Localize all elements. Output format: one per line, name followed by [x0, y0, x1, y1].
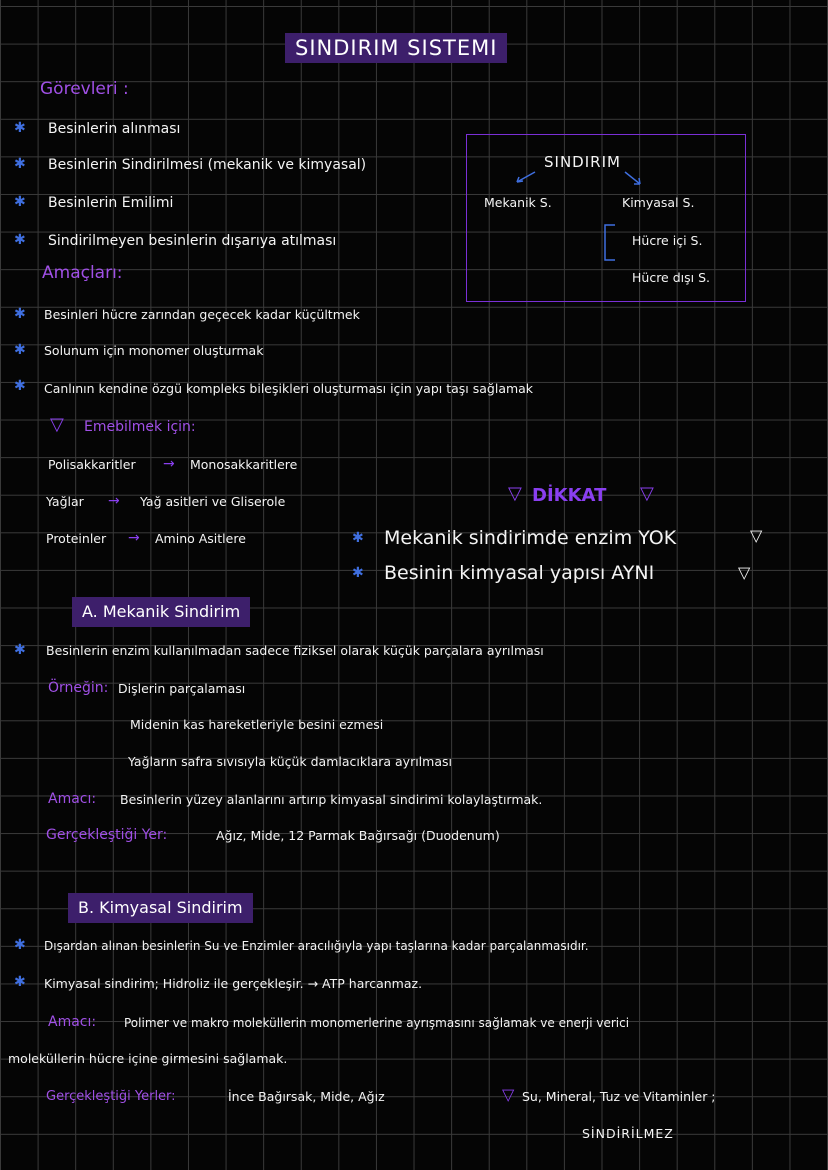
amac-item: Canlının kendine özgü kompleks bileşikleri oluşturması için yapı taşı sağlamak: [44, 381, 534, 396]
mekanik-amac: Besinlerin yüzey alanlarını artırıp kimyasal sindirimi kolaylaştırmak.: [120, 792, 543, 807]
warning-icon: ▽: [50, 414, 64, 435]
diagram-hucre-disi: Hücre dışı S.: [632, 270, 710, 285]
warning-icon: ▽: [738, 563, 751, 582]
bullet-star-icon: ✱: [352, 530, 364, 546]
kimyasal-note2: SİNDİRİLMEZ: [582, 1126, 674, 1141]
kimyasal-yer: İnce Bağırsak, Mide, Ağız: [228, 1089, 385, 1104]
bullet-star-icon: ✱: [14, 642, 26, 658]
emilim-from: Polisakkaritler: [48, 457, 136, 472]
arrow-right-icon: →: [163, 456, 175, 472]
kimyasal-def2: Kimyasal sindirim; Hidroliz ile gerçekleşir. → ATP harcanmaz.: [44, 976, 423, 991]
amac-item: Solunum için monomer oluşturmak: [44, 343, 264, 358]
kimyasal-note1: Su, Mineral, Tuz ve Vitaminler ;: [522, 1089, 716, 1104]
bullet-star-icon: ✱: [14, 937, 26, 953]
emilim-heading: Emebilmek için:: [84, 419, 196, 435]
kimyasal-amac1: Polimer ve makro moleküllerin monomerlerine ayrışmasını sağlamak ve enerji verici: [124, 1016, 630, 1030]
gorev-item: Besinlerin Sindirilmesi (mekanik ve kimyasal): [48, 157, 367, 173]
bullet-star-icon: ✱: [14, 342, 26, 358]
kimyasal-amac2: moleküllerin hücre içine girmesini sağlamak.: [8, 1051, 288, 1066]
bullet-star-icon: ✱: [14, 378, 26, 394]
mekanik-yer-label: Gerçekleştiği Yer:: [46, 827, 168, 843]
diagram-title: SINDIRIM: [544, 153, 621, 171]
kimyasal-def1: Dışardan alınan besinlerin Su ve Enzimler aracılığıyla yapı taşlarına kadar parçalanmasıdır.: [44, 939, 589, 953]
kimyasal-heading: B. Kimyasal Sindirim: [68, 893, 253, 923]
amac-item: Besinleri hücre zarından geçecek kadar küçültmek: [44, 307, 360, 322]
mekanik-heading: A. Mekanik Sindirim: [72, 597, 250, 627]
gorevleri-heading: Görevleri :: [40, 79, 129, 99]
arrow-right-icon: →: [108, 493, 120, 509]
kimyasal-yer-label: Gerçekleştiği Yerler:: [46, 1089, 176, 1104]
mekanik-example: Midenin kas hareketleriyle besini ezmesi: [130, 717, 384, 732]
bullet-star-icon: ✱: [14, 156, 26, 172]
dikkat-heading: DİKKAT: [532, 485, 607, 506]
emilim-from: Yağlar: [46, 494, 84, 509]
bullet-star-icon: ✱: [14, 306, 26, 322]
mekanik-definition: Besinlerin enzim kullanılmadan sadece fiziksel olarak küçük parçalara ayrılması: [46, 643, 544, 658]
kimyasal-amac-label: Amacı:: [48, 1014, 97, 1030]
bullet-star-icon: ✱: [14, 194, 26, 210]
warning-icon: ▽: [508, 483, 522, 504]
warning-icon: ▽: [640, 483, 654, 504]
diagram-mekanik: Mekanik S.: [484, 195, 552, 210]
arrow-right-icon: →: [128, 530, 140, 546]
warning-icon: ▽: [502, 1085, 515, 1104]
emilim-to: Amino Asitlere: [155, 531, 246, 546]
diagram-hucre-ici: Hücre içi S.: [632, 233, 703, 248]
page-title: SINDIRIM SISTEMI: [285, 33, 507, 63]
gorev-item: Besinlerin alınması: [48, 121, 181, 137]
dikkat-line1: Mekanik sindirimde enzim YOK: [384, 527, 677, 549]
bullet-star-icon: ✱: [14, 974, 26, 990]
emilim-from: Proteinler: [46, 531, 107, 546]
mekanik-yer: Ağız, Mide, 12 Parmak Bağırsağı (Duodenum): [216, 828, 500, 843]
amaclari-heading: Amaçları:: [42, 263, 123, 283]
diagram-kimyasal: Kimyasal S.: [622, 195, 695, 210]
emilim-to: Monosakkaritlere: [190, 457, 298, 472]
gorev-item: Sindirilmeyen besinlerin dışarıya atılması: [48, 233, 337, 249]
emilim-to: Yağ asitleri ve Gliserole: [140, 494, 286, 509]
bullet-star-icon: ✱: [14, 232, 26, 248]
gorev-item: Besinlerin Emilimi: [48, 195, 174, 211]
warning-icon: ▽: [750, 526, 763, 545]
ornegin-label: Örneğin:: [48, 680, 109, 696]
mekanik-amac-label: Amacı:: [48, 791, 97, 807]
mekanik-example: Yağların safra sıvısıyla küçük damlacıklara ayrılması: [128, 754, 452, 769]
diagram-arrows-icon: [505, 170, 655, 265]
bullet-star-icon: ✱: [14, 120, 26, 136]
bullet-star-icon: ✱: [352, 565, 364, 581]
dikkat-line2: Besinin kimyasal yapısı AYNI: [384, 562, 655, 584]
mekanik-example: Dişlerin parçalaması: [118, 681, 246, 696]
